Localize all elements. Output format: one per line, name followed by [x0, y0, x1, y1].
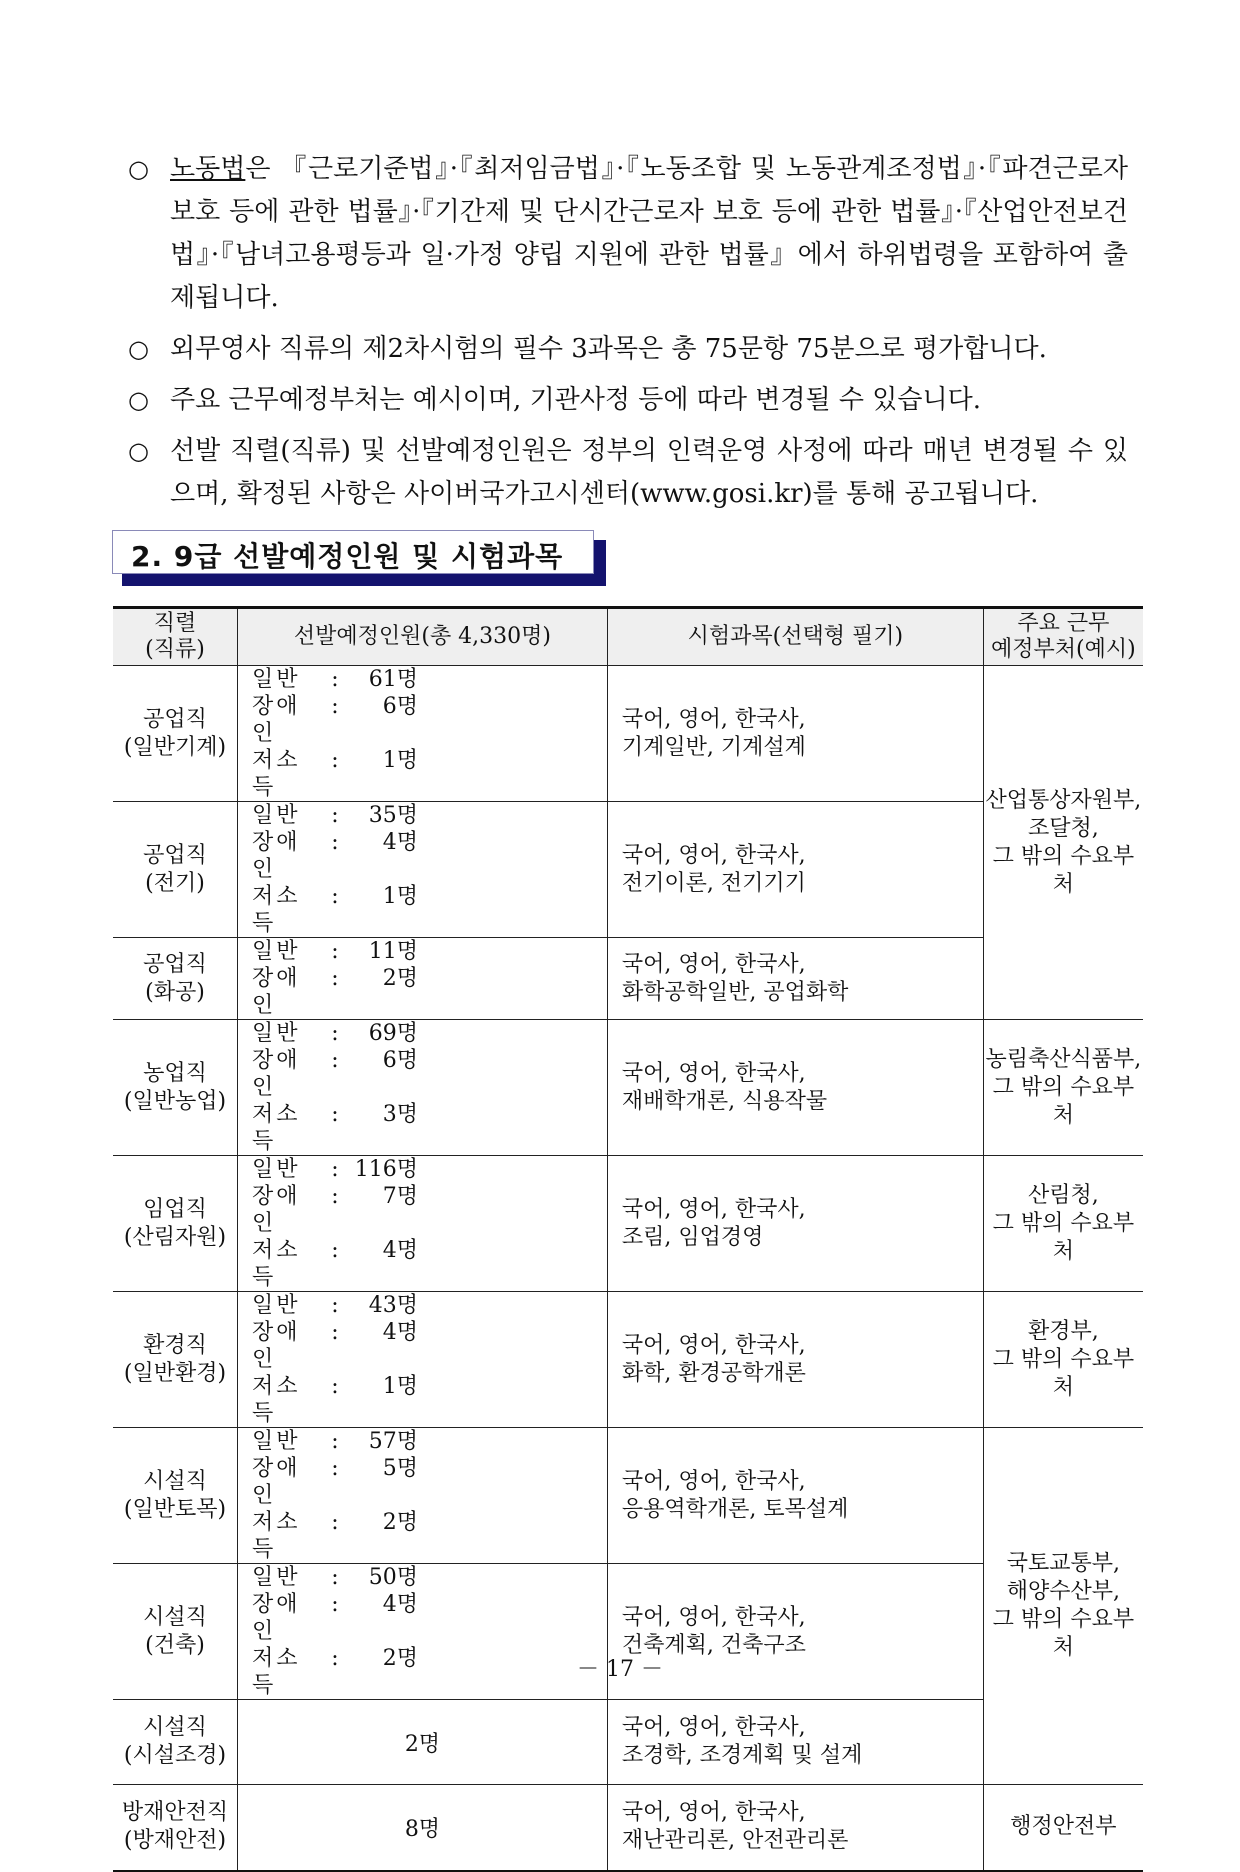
table-row — [113, 1428, 1143, 1564]
cell-quota — [237, 938, 607, 1020]
note-foreign-affairs — [128, 328, 1128, 371]
quota-line: 저소득 : 3명 — [251, 1102, 418, 1154]
quota-line: 일반 : 50명 — [251, 1565, 418, 1590]
cell-dept: 산림청, 그 밖의 수요부처 — [983, 1156, 1143, 1292]
quota-line: 장애인 : 2명 — [251, 966, 418, 1018]
cell-subjects: 국어, 영어, 한국사, 재난관리론, 안전관리론 — [607, 1785, 983, 1871]
bullet-circle: ○ — [128, 386, 149, 414]
section-heading — [112, 530, 604, 580]
quota-line: 장애인 : 4명 — [251, 1592, 418, 1644]
header-job: 직렬 (직류) — [113, 608, 237, 666]
note-underlined-term: 노동법 — [170, 154, 246, 184]
cell-job: 방재안전직 (방재안전) — [113, 1785, 237, 1871]
cell-subjects: 국어, 영어, 한국사, 조림, 임업경영 — [607, 1156, 983, 1292]
cell-subjects: 국어, 영어, 한국사, 화학, 환경공학개론 — [607, 1292, 983, 1428]
heading-box — [112, 530, 594, 574]
quota-line: 일반 : 116명 — [251, 1157, 418, 1182]
table-row — [113, 1020, 1143, 1156]
quota-line: 저소득 : 1명 — [251, 1374, 418, 1426]
quota-line: 일반 : 35명 — [251, 803, 418, 828]
cell-job: 시설직 (일반토목) — [113, 1428, 237, 1564]
cell-job: 시설직 (건축) — [113, 1564, 237, 1700]
quota-line: 저소득 : 1명 — [251, 884, 418, 936]
cell-subjects: 국어, 영어, 한국사, 전기이론, 전기기기 — [607, 802, 983, 938]
quota-line: 장애인 : 6명 — [251, 694, 418, 746]
header-quota: 선발예정인원(총 4,330명) — [237, 608, 607, 666]
cell-subjects: 국어, 영어, 한국사, 응용역학개론, 토목설계 — [607, 1428, 983, 1564]
quota-line: 일반 : 57명 — [251, 1429, 418, 1454]
quota-line: 장애인 : 4명 — [251, 1320, 418, 1372]
cell-quota — [237, 1428, 607, 1564]
cell-job: 농업직 (일반농업) — [113, 1020, 237, 1156]
cell-quota — [237, 1156, 607, 1292]
quota-line: 일반 : 69명 — [251, 1021, 418, 1046]
table-row — [113, 666, 1143, 802]
cell-dept: 산업통상자원부, 조달청, 그 밖의 수요부처 — [983, 666, 1143, 1020]
note-text: 주요 근무예정부처는 예시이며, 기관사정 등에 따라 변경될 수 있습니다. — [170, 385, 982, 415]
cell-subjects: 국어, 영어, 한국사, 화학공학일반, 공업화학 — [607, 938, 983, 1020]
cell-job: 공업직 (화공) — [113, 938, 237, 1020]
cell-job: 시설직 (시설조경) — [113, 1700, 237, 1785]
cell-quota — [237, 802, 607, 938]
note-text: 외무영사 직류의 제2차시험의 필수 3과목은 총 75문항 75분으로 평가합니다. — [170, 334, 1047, 364]
quota-line: 장애인 : 4명 — [251, 830, 418, 882]
quota-line: 일반 : 43명 — [251, 1293, 418, 1318]
cell-dept: 국토교통부, 해양수산부, 그 밖의 수요부처 — [983, 1428, 1143, 1785]
quota-line: 장애인 : 5명 — [251, 1456, 418, 1508]
header-dept: 주요 근무 예정부처(예시) — [983, 608, 1143, 666]
quota-line: 저소득 : 1명 — [251, 748, 418, 800]
cell-quota — [237, 1292, 607, 1428]
cell-job: 공업직 (전기) — [113, 802, 237, 938]
bullet-circle: ○ — [128, 335, 149, 363]
page-number: － 17 － — [577, 1657, 663, 1682]
quota-line: 일반 : 11명 — [251, 939, 418, 964]
cell-job: 공업직 (일반기계) — [113, 666, 237, 802]
table-row — [113, 1156, 1143, 1292]
cell-subjects: 국어, 영어, 한국사, 건축계획, 건축구조 — [607, 1564, 983, 1700]
note-text: 은 『근로기준법』·『최저임금법』·『노동조합 및 노동관계조정법』·『파견근로자 보호 등에 관한 법률』·『기간제 및 단시간근로자 보호 등에 관한 법률』·『산업안전보건법』·『남녀고용평등과 일·가정 양립 지원에 관한 법률』에서 하위법령을 포함하여 출제됩니다. — [170, 154, 1128, 313]
cell-job: 임업직 (산림자원) — [113, 1156, 237, 1292]
cell-quota: 2명 — [237, 1700, 607, 1785]
notes-section — [128, 148, 1128, 524]
table-row — [113, 1785, 1143, 1871]
quota-line: 장애인 : 6명 — [251, 1048, 418, 1100]
cell-subjects: 국어, 영어, 한국사, 조경학, 조경계획 및 설계 — [607, 1700, 983, 1785]
header-subjects: 시험과목(선택형 필기) — [607, 608, 983, 666]
bullet-circle: ○ — [128, 437, 149, 465]
cell-subjects: 국어, 영어, 한국사, 재배학개론, 식용작물 — [607, 1020, 983, 1156]
cell-dept: 환경부, 그 밖의 수요부처 — [983, 1292, 1143, 1428]
cell-quota — [237, 1020, 607, 1156]
cell-quota: 8명 — [237, 1785, 607, 1871]
table-header-row — [113, 608, 1143, 666]
cell-quota — [237, 666, 607, 802]
cell-dept: 행정안전부 — [983, 1785, 1143, 1871]
quota-line: 일반 : 61명 — [251, 667, 418, 692]
cell-subjects: 국어, 영어, 한국사, 기계일반, 기계설계 — [607, 666, 983, 802]
table-row — [113, 1292, 1143, 1428]
bullet-circle: ○ — [128, 155, 149, 183]
note-selection-change — [128, 430, 1128, 516]
note-departments — [128, 379, 1128, 422]
quota-line: 저소득 : 2명 — [251, 1510, 418, 1562]
note-labor-law — [128, 148, 1128, 320]
quota-line: 저소득 : 2명 — [251, 1646, 418, 1698]
cell-job: 환경직 (일반환경) — [113, 1292, 237, 1428]
quota-line: 장애인 : 7명 — [251, 1184, 418, 1236]
note-text: 선발 직렬(직류) 및 선발예정인원은 정부의 인력운영 사정에 따라 매년 변경될 수 있으며, 확정된 사항은 사이버국가고시센터(www.gosi.kr)를 통해 공고됩니다. — [170, 436, 1128, 509]
quota-line: 저소득 : 4명 — [251, 1238, 418, 1290]
cell-dept: 농림축산식품부, 그 밖의 수요부처 — [983, 1020, 1143, 1156]
section-title: 2. 9급 선발예정인원 및 시험과목 — [131, 540, 564, 573]
